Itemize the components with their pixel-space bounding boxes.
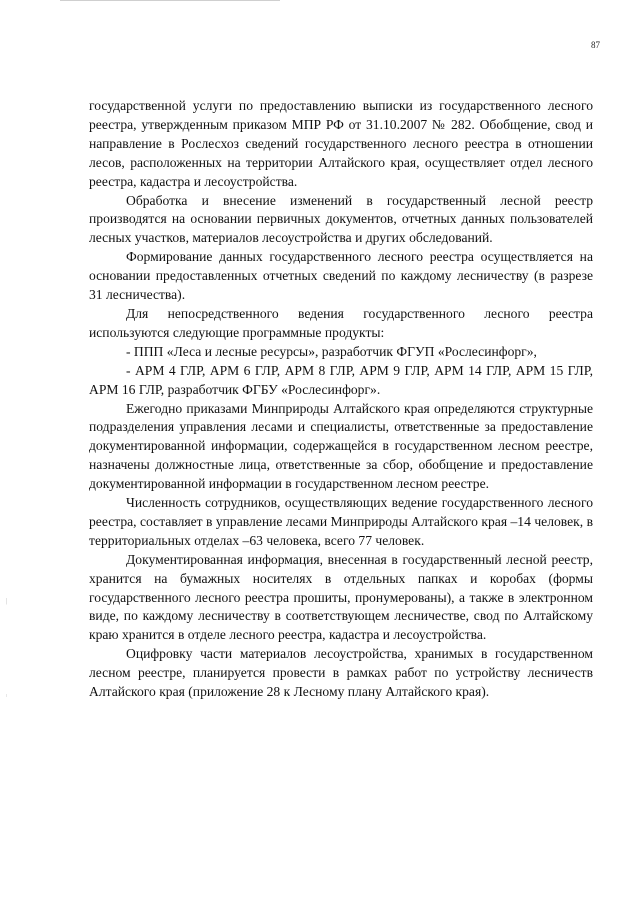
- page-number: 87: [591, 40, 600, 50]
- paragraph-software-intro: Для непосредственного ведения государственного лесного реестра используются следующие программные продукты:: [89, 305, 593, 340]
- document-body: [89, 97, 593, 702]
- paragraph-formation: Формирование данных государственного лесного реестра осуществляется на основании предоставленных отчетных сведений по каждому лесничеству (в разрезе 31 лесничества).: [89, 249, 593, 303]
- scan-artifact-margin: [6, 470, 7, 790]
- paragraph-staff: Численность сотрудников, осуществляющих ведение государственного лесного реестра, составляет в управление лесами Минприроды Алтайского края –14 человек, в территориальных отделах –63 человека, всего 77 человек.: [89, 495, 593, 548]
- paragraph-continuation: государственной услуги по предоставлению выписки из государственного лесного реестра, утвержденным приказом МПР РФ от 31.10.2007 № 282. Обобщение, свод и направление в Рослесхоз сведений государственного лесного реестра в отношении лесов, расположенных на территории Алтайского края, осуществляет отдел лесного реестра, кадастра и лесоустройства.: [89, 98, 593, 189]
- list-item-software-1: - ППП «Леса и лесные ресурсы», разработчик ФГУП «Рослесинфорг»,: [126, 343, 537, 359]
- paragraph-processing: Обработка и внесение изменений в государственный лесной реестр производятся на основании первичных документов, отчетных данных пользователей лесных участков, материалов лесоустройства и других обследований.: [89, 192, 593, 246]
- paragraph-digitization: Оцифровку части материалов лесоустройства, хранимых в государственном лесном реестре, планируется провести в рамках работ по устройству лесничеств Алтайского края (приложение 28 к Лесному плану Алтайского края).: [89, 646, 593, 700]
- scan-artifact-line: [60, 0, 280, 1]
- list-item-software-2: - АРМ 4 ГЛР, АРМ 6 ГЛР, АРМ 8 ГЛР, АРМ 9 ГЛР, АРМ 14 ГЛР, АРМ 15 ГЛР, АРМ 16 ГЛР, разработчик ФГБУ «Рослесинфорг».: [89, 362, 593, 397]
- paragraph-storage: Документированная информация, внесенная в государственный лесной реестр, хранится на бумажных носителях в отдельных папках и коробах (формы государственного лесного реестра прошиты, пронумерованы), а также в электронном виде, по каждому лесничеству в соответствующем лесничестве, свод по Алтайскому краю хранится в отделе лесного реестра, кадастра и лесоустройства.: [89, 551, 593, 643]
- paragraph-orders: Ежегодно приказами Минприроды Алтайского края определяются структурные подразделения управления лесами и специалисты, ответственные за предоставление документированной информации, содержащейся в государственном лесном реестре, назначены должностные лица, ответственные за сбор, обобщение и предоставление документированной информации в государственном лесном реестре.: [89, 400, 593, 492]
